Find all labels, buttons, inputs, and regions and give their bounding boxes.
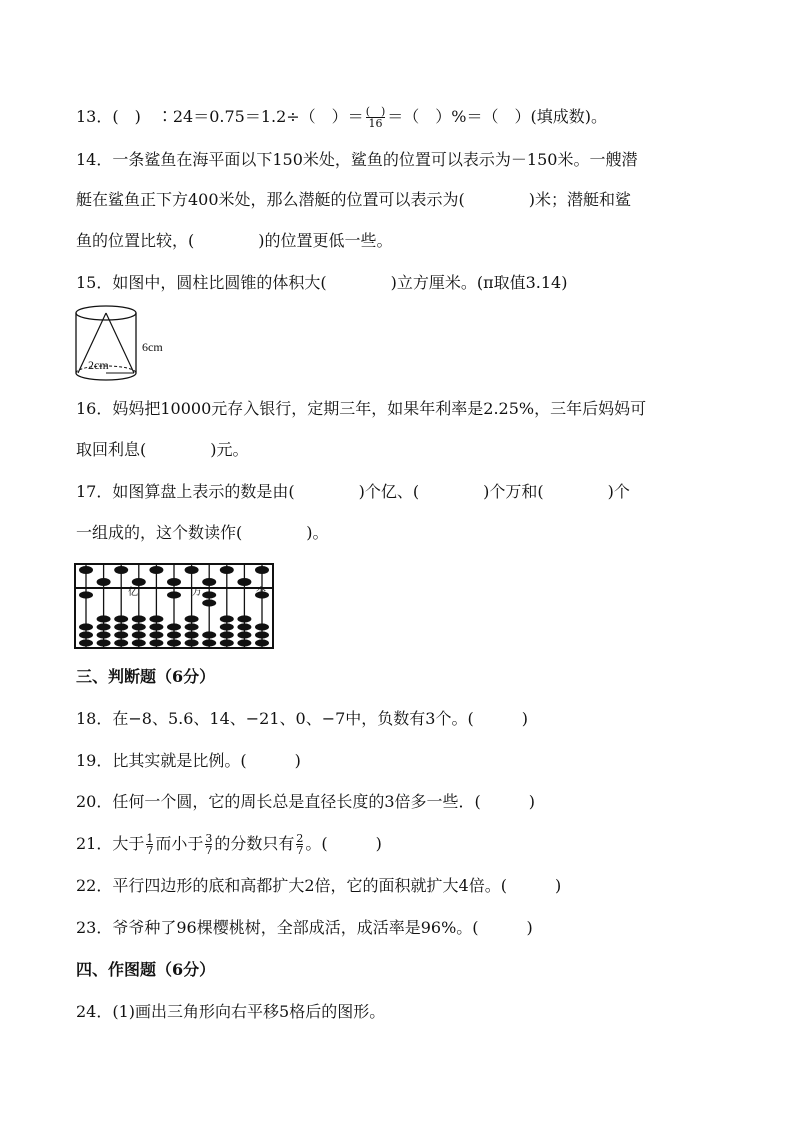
- q21-fraction-2: $\frac{3}{7}$: [205, 832, 213, 857]
- abacus-bead: [202, 631, 216, 638]
- abacus-bead: [149, 631, 163, 638]
- abacus-bead: [114, 566, 128, 574]
- abacus-bead: [220, 631, 234, 638]
- abacus-bead: [167, 578, 181, 586]
- question-14-line-3: 鱼的位置比较，( )的位置更低一些。: [76, 231, 393, 250]
- question-14-line-1: 14．一条鲨鱼在海平面以下150米处，鲨鱼的位置可以表示为－150米。一艘潜: [76, 150, 638, 169]
- abacus-bead: [132, 578, 146, 586]
- abacus-bead: [185, 631, 199, 638]
- abacus-bead: [167, 591, 181, 598]
- abacus-bead: [79, 639, 93, 646]
- abacus-bead: [149, 639, 163, 646]
- abacus-bead: [237, 623, 251, 630]
- radius-label: 2cm: [88, 358, 109, 372]
- abacus-bead: [185, 566, 199, 574]
- abacus-bead: [132, 639, 146, 646]
- abacus-bead: [185, 615, 199, 622]
- abacus-bead: [132, 615, 146, 622]
- q21-text-c: 的分数只有: [214, 834, 295, 853]
- abacus-bead: [97, 615, 111, 622]
- abacus-bead: [149, 615, 163, 622]
- abacus-figure: [74, 563, 274, 649]
- section-4-title: 四、作图题（6分）: [76, 960, 216, 979]
- abacus-bead: [79, 623, 93, 630]
- abacus-bead: [97, 578, 111, 586]
- abacus-bead: [202, 599, 216, 606]
- abacus-bead: [97, 631, 111, 638]
- question-17-line-2: 一组成的，这个数读作( )。: [76, 523, 329, 542]
- question-13: [76, 106, 607, 129]
- question-21: [76, 833, 382, 856]
- abacus-bead: [97, 639, 111, 646]
- abacus-bead: [114, 623, 128, 630]
- abacus-bead: [255, 639, 269, 646]
- cone-right-edge: [106, 313, 134, 373]
- height-label: 6cm: [142, 340, 163, 354]
- abacus-bead: [185, 623, 199, 630]
- abacus-bead: [132, 623, 146, 630]
- abacus-bead: [114, 631, 128, 638]
- question-19: 19．比其实就是比例。( ): [76, 751, 301, 770]
- abacus-bead: [255, 631, 269, 638]
- question-18: 18．在−8、5.6、14、−21、0、−7中，负数有3个。( ): [76, 709, 528, 728]
- abacus-bead: [255, 623, 269, 630]
- abacus-bead: [167, 639, 181, 646]
- q21-fraction-3: $\frac{2}{7}$: [296, 832, 304, 857]
- abacus-bead: [237, 639, 251, 646]
- question-16-line-1: 16．妈妈把10000元存入银行，定期三年，如果年利率是2.25%，三年后妈妈可: [76, 399, 647, 418]
- cylinder-bottom-front: [76, 373, 136, 380]
- abacus-bead: [255, 566, 269, 574]
- question-15: 15．如图中，圆柱比圆锥的体积大( )立方厘米。(π取值3.14): [76, 273, 568, 292]
- q21-fraction-1: $\frac{1}{7}$: [146, 832, 154, 857]
- abacus-bead: [79, 591, 93, 598]
- abacus-bead: [149, 566, 163, 574]
- question-14-line-2: 艇在鲨鱼正下方400米处，那么潜艇的位置可以表示为( )米；潜艇和鲨: [76, 190, 632, 209]
- abacus-bead: [79, 631, 93, 638]
- abacus-bead: [237, 631, 251, 638]
- question-24: 24．(1)画出三角形向右平移5格后的图形。: [76, 1002, 386, 1021]
- abacus-label-ge: 个: [256, 587, 266, 598]
- abacus-bead: [114, 639, 128, 646]
- section-3-title: 三、判断题（6分）: [76, 667, 216, 686]
- abacus-bead: [220, 615, 234, 622]
- q21-text-b: 而小于: [155, 834, 204, 853]
- abacus-bead: [202, 639, 216, 646]
- question-20: 20．任何一个圆，它的周长总是直径长度的3倍多一些．( ): [76, 792, 536, 811]
- abacus-bead: [114, 615, 128, 622]
- cylinder-cone-figure: [72, 303, 182, 388]
- question-23: 23．爷爷种了96棵樱桃树，全部成活，成活率是96%。( ): [76, 918, 533, 937]
- abacus-bead: [167, 631, 181, 638]
- abacus-bead: [202, 578, 216, 586]
- q21-text-d: 。( ): [305, 834, 382, 853]
- abacus-bead: [132, 631, 146, 638]
- q13-text-a: 13．( ) ∶24＝0.75＝1.2÷（ ）＝: [76, 107, 364, 126]
- abacus-bead: [79, 566, 93, 574]
- q21-text-a: 21．大于: [76, 834, 145, 853]
- abacus-bead: [185, 639, 199, 646]
- abacus-bead: [220, 566, 234, 574]
- q13-fraction: $\frac{( )}{16}$: [365, 105, 386, 130]
- abacus-bead: [237, 615, 251, 622]
- abacus-bead: [149, 623, 163, 630]
- abacus-bead: [97, 623, 111, 630]
- abacus-label-wan: 万: [192, 587, 202, 598]
- q13-text-b: ＝（ ）%＝（ ）(填成数)。: [387, 107, 607, 126]
- abacus-label-yi: 亿: [128, 587, 138, 598]
- question-22: 22．平行四边形的底和高都扩大2倍，它的面积就扩大4倍。( ): [76, 876, 562, 895]
- abacus-bead: [220, 623, 234, 630]
- abacus-bead: [237, 578, 251, 586]
- question-16-line-2: 取回利息( )元。: [76, 440, 249, 459]
- question-17-line-1: 17．如图算盘上表示的数是由( )个亿、( )个万和( )个: [76, 482, 630, 501]
- abacus-bead: [202, 591, 216, 598]
- abacus-bead: [220, 639, 234, 646]
- abacus-bead: [167, 623, 181, 630]
